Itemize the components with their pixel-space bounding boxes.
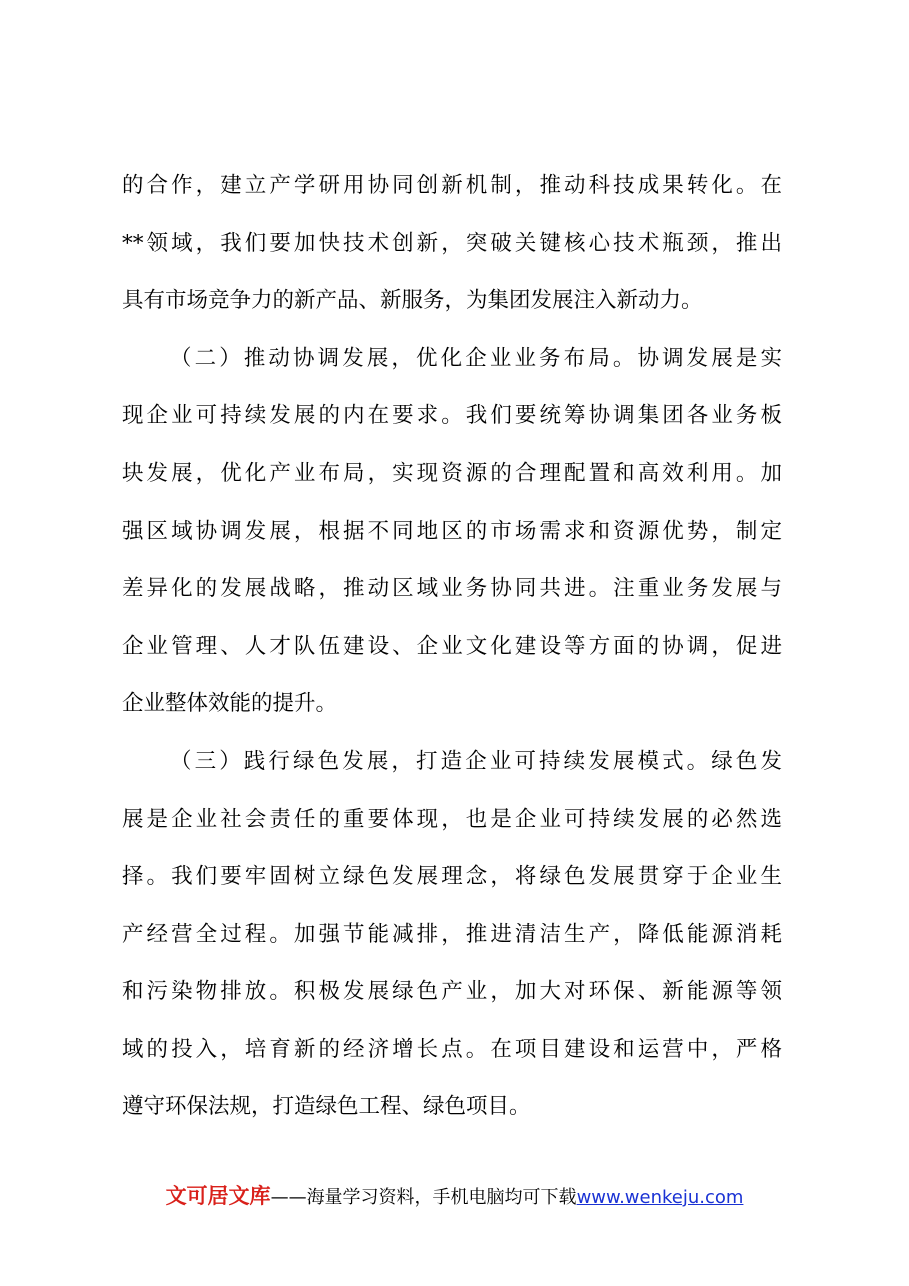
footer-banner [0, 1180, 909, 1212]
body-line: 产经营全过程。加强节能减排，推进清洁生产，降低能源消耗 [122, 922, 782, 947]
body-line: 和污染物排放。积极发展绿色产业，加大对环保、新能源等领 [122, 979, 782, 1004]
body-line: 现企业可持续发展的内在要求。我们要统筹协调集团各业务板 [122, 403, 782, 428]
section-heading-line: （三）践行绿色发展，打造企业可持续发展模式。绿色发 [170, 749, 782, 774]
body-line: 择。我们要牢固树立绿色发展理念，将绿色发展贯穿于企业生 [122, 864, 782, 889]
body-line: **领域，我们要加快技术创新，突破关键核心技术瓶颈，推出 [122, 231, 782, 256]
body-line: 差异化的发展战略，推动区域业务协同共进。注重业务发展与 [122, 576, 782, 601]
section-heading-line: （二）推动协调发展，优化企业业务布局。协调发展是实 [170, 346, 782, 371]
footer-url-link[interactable]: www.wenkeju.com [576, 1187, 744, 1208]
footer-slogan: ——海量学习资料，手机电脑均可下载 [270, 1187, 577, 1208]
body-line: 的合作，建立产学研用协同创新机制，推动科技成果转化。在 [122, 173, 782, 198]
body-line: 具有市场竞争力的新产品、新服务，为集团发展注入新动力。 [122, 288, 703, 313]
body-line: 企业管理、人才队伍建设、企业文化建设等方面的协调，促进 [122, 634, 782, 659]
body-line: 域的投入，培育新的经济增长点。在项目建设和运营中，严格 [122, 1037, 782, 1062]
footer-brand: 文可居文库 [165, 1184, 271, 1208]
body-line: 强区域协调发展，根据不同地区的市场需求和资源优势，制定 [122, 519, 782, 544]
body-line: 展是企业社会责任的重要体现，也是企业可持续发展的必然选 [122, 807, 782, 832]
body-line: 遵守环保法规，打造绿色工程、绿色项目。 [122, 1094, 531, 1119]
body-line: 企业整体效能的提升。 [122, 691, 338, 716]
body-line: 块发展，优化产业布局，实现资源的合理配置和高效利用。加 [122, 461, 782, 486]
